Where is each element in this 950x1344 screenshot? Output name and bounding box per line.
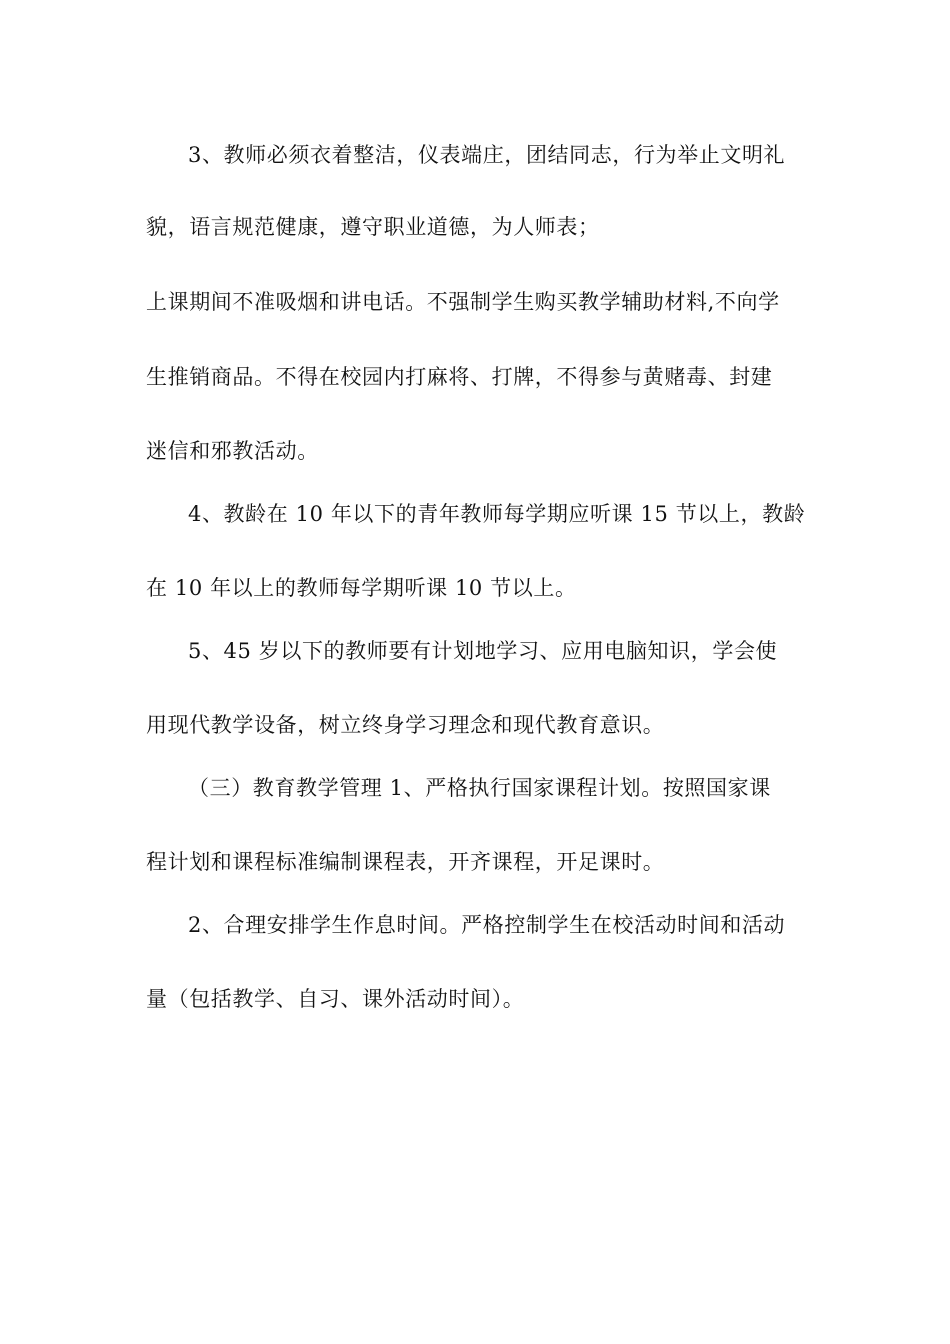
paragraph-line: 程计划和课程标准编制课程表，开齐课程，开足课时。 xyxy=(146,850,665,874)
paragraph-line: 用现代教学设备，树立终身学习理念和现代教育意识。 xyxy=(146,713,665,737)
paragraph-line: 2、合理安排学生作息时间。严格控制学生在校活动时间和活动 xyxy=(188,913,786,937)
paragraph-line: （三）教育教学管理 1、严格执行国家课程计划。按照国家课 xyxy=(188,776,771,800)
paragraph-line: 3、教师必须衣着整洁，仪表端庄，团结同志，行为举止文明礼 xyxy=(188,143,786,167)
paragraph-line: 貌，语言规范健康，遵守职业道德，为人师表； xyxy=(146,215,600,239)
paragraph-line: 4、教龄在 10 年以下的青年教师每学期应听课 15 节以上，教龄 xyxy=(188,502,806,526)
paragraph-line: 在 10 年以上的教师每学期听课 10 节以上。 xyxy=(146,576,577,600)
paragraph-line: 迷信和邪教活动。 xyxy=(146,439,319,463)
paragraph-line: 量（包括教学、自习、课外活动时间）。 xyxy=(146,987,525,1011)
paragraph-line: 生推销商品。不得在校园内打麻将、打牌，不得参与黄赌毒、封建 xyxy=(146,365,773,389)
paragraph-line: 5、45 岁以下的教师要有计划地学习、应用电脑知识，学会使 xyxy=(188,639,778,663)
paragraph-line: 上课期间不准吸烟和讲电话。不强制学生购买教学辅助材料,不向学 xyxy=(146,290,780,314)
